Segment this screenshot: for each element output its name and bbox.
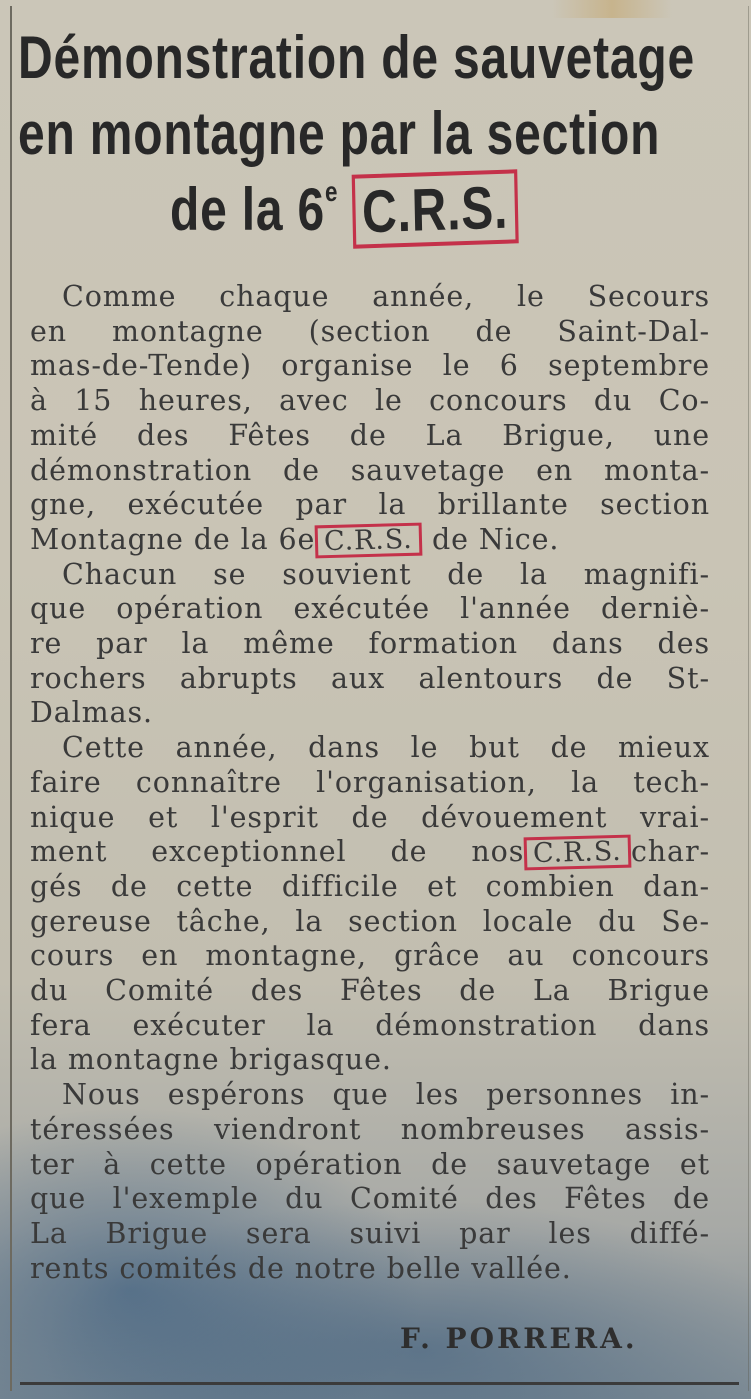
text-line: Dalmas. <box>30 696 153 730</box>
headline-line-3-text: de la 6 <box>170 176 326 243</box>
text-line: gereuse tâche, la section locale du Se- <box>30 904 710 938</box>
paragraph-2 <box>30 558 710 732</box>
text-line: ter à cette opération de sauvetage et <box>30 1147 710 1181</box>
text-line: à 15 heures, avec le concours du Co- <box>30 384 710 418</box>
paragraph-3 <box>30 731 710 1078</box>
text-line: Cette année, dans le but de mieux <box>62 731 710 765</box>
text-line: la montagne brigasque. <box>30 1043 392 1077</box>
headline-line-3 <box>18 172 578 248</box>
text-fragment: char- <box>630 835 710 869</box>
headline-superscript: e <box>325 176 339 207</box>
text-line: gés de cette difficile et combien dan- <box>30 869 710 903</box>
text-line: que l'exemple du Comité des Fêtes de <box>30 1182 710 1216</box>
text-line: fera exécuter la démonstration dans <box>30 1008 710 1042</box>
text-line: que opération exécutée l'année derniè- <box>30 592 710 626</box>
author-signature: F. PORRERA. <box>400 1322 638 1355</box>
text-line: La Brigue sera suivi par les diffé- <box>30 1216 710 1250</box>
text-fragment: ment exceptionnel de nos <box>30 835 525 869</box>
text-fragment: Montagne de la 6e <box>30 522 316 556</box>
crs-highlight: C.R.S. <box>524 835 632 871</box>
text-line <box>30 523 710 558</box>
text-line: en montagne (section de Saint-Dal- <box>30 314 710 348</box>
paragraph-4 <box>30 1078 710 1286</box>
text-line: rents comités de notre belle vallée. <box>30 1251 572 1285</box>
text-line: faire connaître l'organisation, la tech- <box>30 765 710 799</box>
crs-highlight: C.R.S. <box>315 523 423 559</box>
headline <box>18 20 695 248</box>
text-line: mas-de-Tende) organise le 6 septembre <box>30 349 710 383</box>
text-line: nique et l'esprit de dévouement vrai- <box>30 800 710 834</box>
text-line: mité des Fêtes de La Brigue, une <box>30 418 710 452</box>
headline-line-1: Démonstration de sauvetage <box>18 24 695 91</box>
text-line: Chacun se souvient de la magnifi- <box>62 557 710 591</box>
text-line <box>30 835 710 870</box>
text-line: du Comité des Fêtes de La Brigue <box>30 974 710 1008</box>
text-fragment: de Nice. <box>432 522 560 556</box>
text-line: re par la même formation dans des <box>30 627 710 661</box>
crs-highlight-headline: C.R.S. <box>352 169 519 248</box>
text-line: gne, exécutée par la brillante section <box>30 488 710 522</box>
headline-line-2: en montagne par la section <box>18 100 661 167</box>
bottom-rule <box>20 1382 739 1385</box>
text-line: démonstration de sauvetage en monta- <box>30 453 710 487</box>
text-line: rochers abrupts aux alentours de St- <box>30 661 710 695</box>
text-line: cours en montagne, grâce au concours <box>30 939 710 973</box>
text-line: Nous espérons que les personnes in- <box>62 1078 710 1112</box>
article-body <box>30 280 710 1286</box>
text-line: Comme chaque année, le Secours <box>62 280 710 313</box>
paragraph-1 <box>30 280 710 558</box>
text-line: téressées viendront nombreuses assis- <box>30 1112 710 1146</box>
